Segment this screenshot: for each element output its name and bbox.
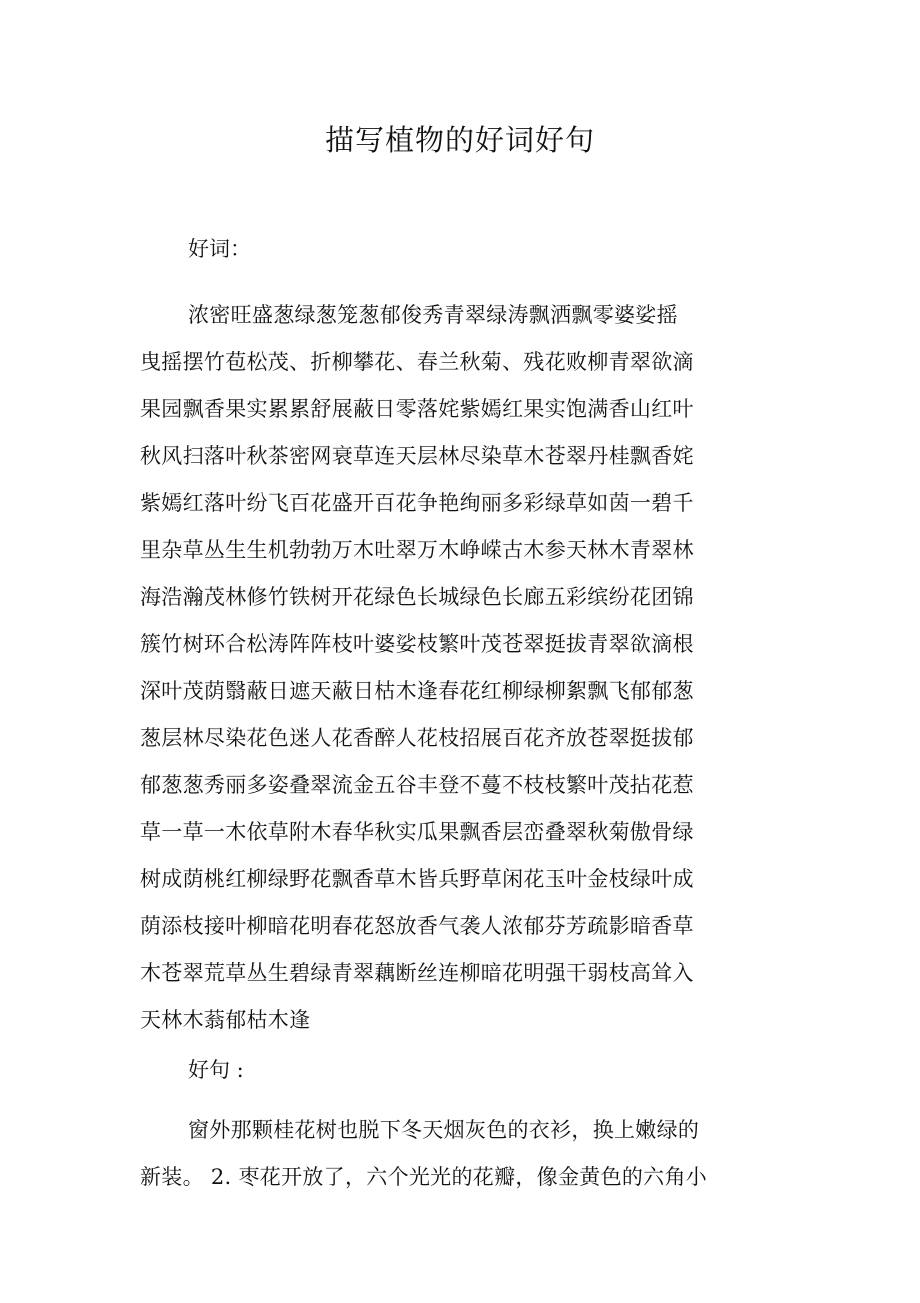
text-line: 海浩瀚茂林修竹铁树开花绿色长城绿色长廊五彩缤纷花团锦 [140, 585, 694, 609]
text-line: 荫添枝接叶柳暗花明春花怒放香气袭人浓郁芬芳疏影暗香草 [140, 914, 694, 938]
text-line: 果园飘香果实累累舒展蔽日零落姹紫嫣红果实饱满香山红叶 [140, 397, 694, 421]
good-words-label: 好词： [188, 237, 251, 261]
text-line: 秋风扫落叶秋茶密网衰草连天层林尽染草木苍翠丹桂飘香姹 [140, 444, 694, 468]
text-line: 窗外那颗桂花树也脱下冬天烟灰色的衣衫，换上嫩绿的 [188, 1118, 700, 1142]
text-line: 深叶茂荫翳蔽日遮天蔽日枯木逢春花红柳绿柳絮飘飞郁郁葱 [140, 679, 694, 703]
page-title: 描写植物的好词好句 [324, 123, 595, 157]
text-line: 天林木蓊郁枯木逢 [140, 1008, 311, 1032]
good-sentences-paragraph [140, 1115, 720, 1209]
good-words-paragraph [140, 300, 720, 1052]
text-line: 簇竹树环合松涛阵阵枝叶婆娑枝繁叶茂苍翠挺拔青翠欲滴根 [140, 632, 694, 656]
text-line: 木苍翠荒草丛生碧绿青翠藕断丝连柳暗花明强干弱枝高耸入 [140, 961, 694, 985]
text-line: 树成荫桃红柳绿野花飘香草木皆兵野草闲花玉叶金枝绿叶成 [140, 867, 694, 891]
text-line: 浓密旺盛葱绿葱笼葱郁俊秀青翠绿涛飘洒飘零婆娑摇 [188, 303, 678, 327]
text-line: 曳摇摆竹苞松茂、折柳攀花、春兰秋菊、残花败柳青翠欲滴 [140, 350, 694, 374]
text-line: 新装。 2. 枣花开放了，六个光光的花瓣，像金黄色的六角小 [140, 1165, 708, 1189]
text-line: 草一草一木依草附木春华秋实瓜果飘香层峦叠翠秋菊傲骨绿 [140, 820, 694, 844]
text-line: 郁葱葱秀丽多姿叠翠流金五谷丰登不蔓不枝枝繁叶茂拈花惹 [140, 773, 694, 797]
good-sentences-label: 好句 : [188, 1058, 244, 1082]
text-line: 葱层林尽染花色迷人花香醉人花枝招展百花齐放苍翠挺拔郁 [140, 726, 694, 750]
text-line: 里杂草丛生生机勃勃万木吐翠万木峥嵘古木参天林木青翠林 [140, 538, 694, 562]
text-line: 紫嫣红落叶纷飞百花盛开百花争艳绚丽多彩绿草如茵一碧千 [140, 491, 694, 515]
